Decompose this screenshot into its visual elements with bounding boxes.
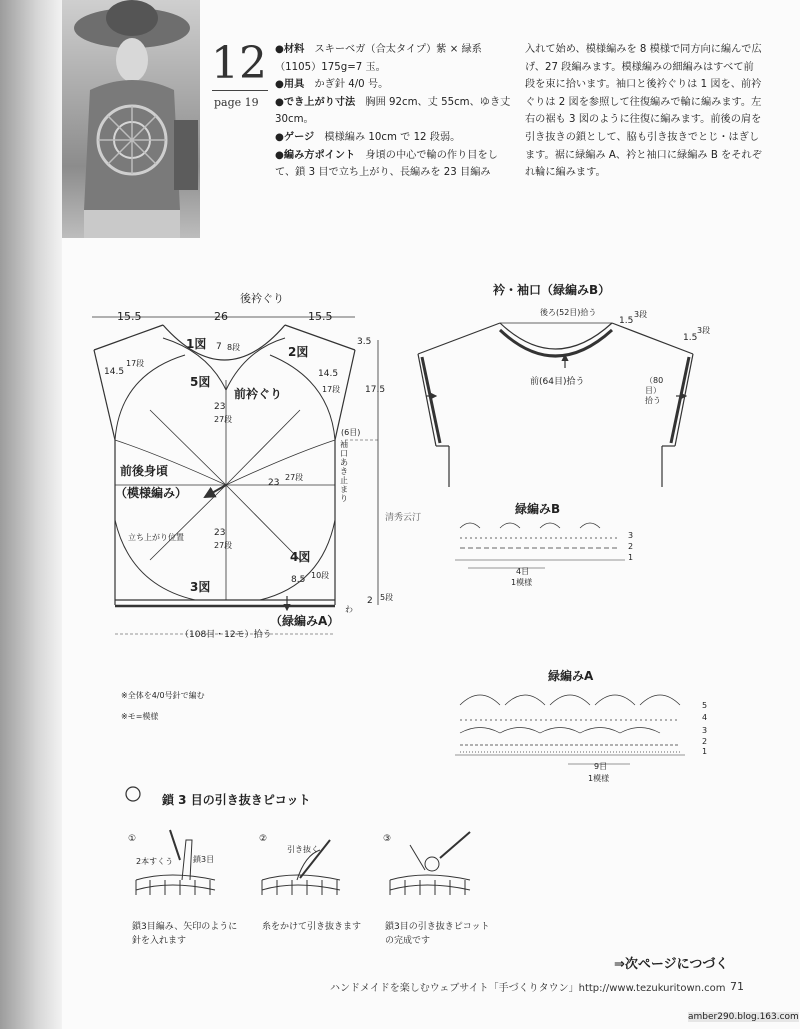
edge-a-row-4: 4: [702, 713, 708, 722]
instruction-tools: ●用具 かぎ針 4/0 号。: [275, 79, 389, 91]
edge-a-row-2: 2: [702, 737, 708, 746]
dim-sleeve-right-rows: 17段: [322, 385, 341, 394]
dim-radius-top-rows: 27段: [214, 415, 233, 424]
dim-top-3-5: 3.5: [357, 337, 372, 347]
dim-radius-top: 23: [214, 402, 226, 412]
label-figure-5: 5図: [190, 375, 211, 389]
label-hem-edge-a: （緑編みA）: [270, 614, 340, 628]
edge-b-repeat-sub: 1模様: [511, 578, 533, 587]
dim-hem-2: 2: [367, 596, 373, 606]
edge-b-title: 緑編みB: [515, 502, 561, 516]
edge-a-title: 緑編みA: [548, 669, 594, 683]
picot-step-3-caption: 鎖3目の引き抜きピコットの完成です: [385, 922, 490, 946]
edge-a-row-3: 3: [702, 726, 708, 735]
dim-left-shoulder: 15.5: [117, 310, 142, 323]
edge-a-repeat: 9目: [594, 762, 608, 771]
edge-a-row-5: 5: [702, 701, 708, 710]
edge-a-repeat-sub: 1模様: [588, 774, 610, 783]
label-front-neckline: 前衿ぐり: [234, 387, 283, 401]
label-back-neckline: 後衿ぐり: [240, 292, 284, 305]
dim-hem-10-rows: 10段: [311, 571, 330, 580]
note-hook-size: ※全体を4/0号針で編む: [121, 691, 205, 700]
label-figure-1: 1図: [186, 337, 207, 351]
dim-radius-right-rows: 27段: [285, 473, 304, 482]
picot-step-1-tag-chain: 鎖3目: [193, 855, 215, 864]
label-wa: わ: [345, 605, 353, 614]
picot-step-3-number: ③: [383, 834, 392, 844]
dim-neck-width: 26: [214, 310, 228, 323]
label-figure-4: 4図: [290, 550, 311, 564]
pattern-number: 12: [211, 38, 267, 89]
blog-watermark: amber290.blog.163.com: [688, 1012, 799, 1022]
dim-radius-bottom: 23: [214, 528, 226, 538]
dim-neck-depth: 7: [216, 342, 222, 352]
continued-next-page: ⇒次ページにつづく: [614, 957, 729, 972]
picot-step-1-caption: 鎖3目編み、矢印のように針を入れます: [132, 922, 238, 946]
dim-side-6-stitches: (6目): [341, 428, 361, 437]
dim-hem-5-rows: 5段: [380, 593, 394, 602]
dim-neck-rows: 8段: [227, 343, 241, 352]
dim-right-shoulder: 15.5: [308, 310, 333, 323]
watermark-text: 清秀云汀: [385, 513, 422, 523]
instructions-column-2: 入れて始め、模様編みを 8 模様で同方向に編んで広げ、27 段編みます。模様編みの細編みはすべて前段を束に拾います。袖口と後衿ぐりは 1 図を、前衿ぐりは 2 図を参照して往復編みで輪に編みます。左右の裾も 3 図のように往復に編みます。前後の肩を引き抜きの鎖として、脇も引き抜きでとじ・はぎします。裾に緑編み A、衿と袖口に緑編み B をそれぞれ輪に編みます。: [525, 44, 762, 179]
edge-b-repeat: 4目: [516, 567, 530, 576]
collar-diagram-title: 衿・袖口（緑編みB）: [493, 283, 611, 297]
instruction-materials: ●材料 スキーベガ（合太タイプ）紫 × 緑系（1105）175g=7 玉。: [275, 44, 482, 73]
label-start-position: 立ち上がり位置: [128, 533, 184, 542]
label-sleeve-pickup: （80目）拾う: [645, 376, 664, 405]
dim-collar-left: 1.5: [619, 316, 634, 326]
label-front-pickup: 前(64目)拾う: [530, 377, 585, 387]
instruction-points: ●編み方ポイント 身頃の中心で輪の作り目をして、鎖 3 目で立ち上がり、長編みを 23 目編み: [275, 149, 498, 179]
label-front-back-body: 前後身頃: [120, 464, 169, 478]
page-number: 71: [730, 980, 744, 993]
dim-collar-right-rows: 3段: [697, 326, 711, 335]
picot-step-2-caption: 糸をかけて引き抜きます: [262, 922, 362, 932]
label-figure-3: 3図: [190, 580, 211, 594]
picot-step-1-tag-scoop: 2本すくう: [136, 857, 174, 866]
picot-step-1-number: ①: [128, 834, 137, 844]
edge-a-row-1: 1: [702, 747, 708, 756]
footer-site: ハンドメイドを楽しむウェブサイト「手づくりタウン」http://www.tezukuritown.com: [330, 983, 726, 994]
label-figure-2: 2図: [288, 345, 309, 359]
note-mo-definition: ※モ=模様: [121, 712, 159, 721]
page-reference: page 19: [214, 96, 259, 109]
label-hem-pickup: （108目・12モ）拾う: [180, 630, 272, 640]
dim-hem-8-5: 8.5: [291, 575, 306, 585]
label-back-pickup: 後ろ(52目)拾う: [540, 308, 597, 317]
dim-sleeve-left-rows: 17段: [126, 359, 145, 368]
instruction-gauge: ●ゲージ 模様編み 10cm で 12 段弱。: [275, 131, 461, 143]
dim-sleeve-right: 14.5: [318, 369, 339, 379]
picot-step-2-tag-pull: 引き抜く: [287, 845, 319, 854]
picot-step-2-number: ②: [259, 834, 268, 844]
label-body-pattern: （模様編み）: [115, 486, 188, 500]
instruction-size: ●でき上がり寸法 胸囲 92cm、丈 55cm、ゆき丈 30cm。: [275, 96, 511, 126]
dim-side-17-5: 17.5: [365, 385, 386, 395]
label-sleeve-opening: 袖口あき止まり: [340, 440, 348, 503]
dim-collar-left-rows: 3段: [634, 310, 648, 319]
picot-title: 鎖 3 目の引き抜きピコット: [162, 793, 311, 807]
dim-sleeve-left: 14.5: [104, 367, 125, 377]
edge-b-row-1: 1: [628, 553, 634, 562]
dim-collar-right: 1.5: [683, 333, 698, 343]
edge-b-row-3: 3: [628, 531, 634, 540]
dim-radius-right: 23: [268, 478, 280, 488]
edge-b-row-2: 2: [628, 542, 634, 551]
dim-radius-bottom-rows: 27段: [214, 541, 233, 550]
